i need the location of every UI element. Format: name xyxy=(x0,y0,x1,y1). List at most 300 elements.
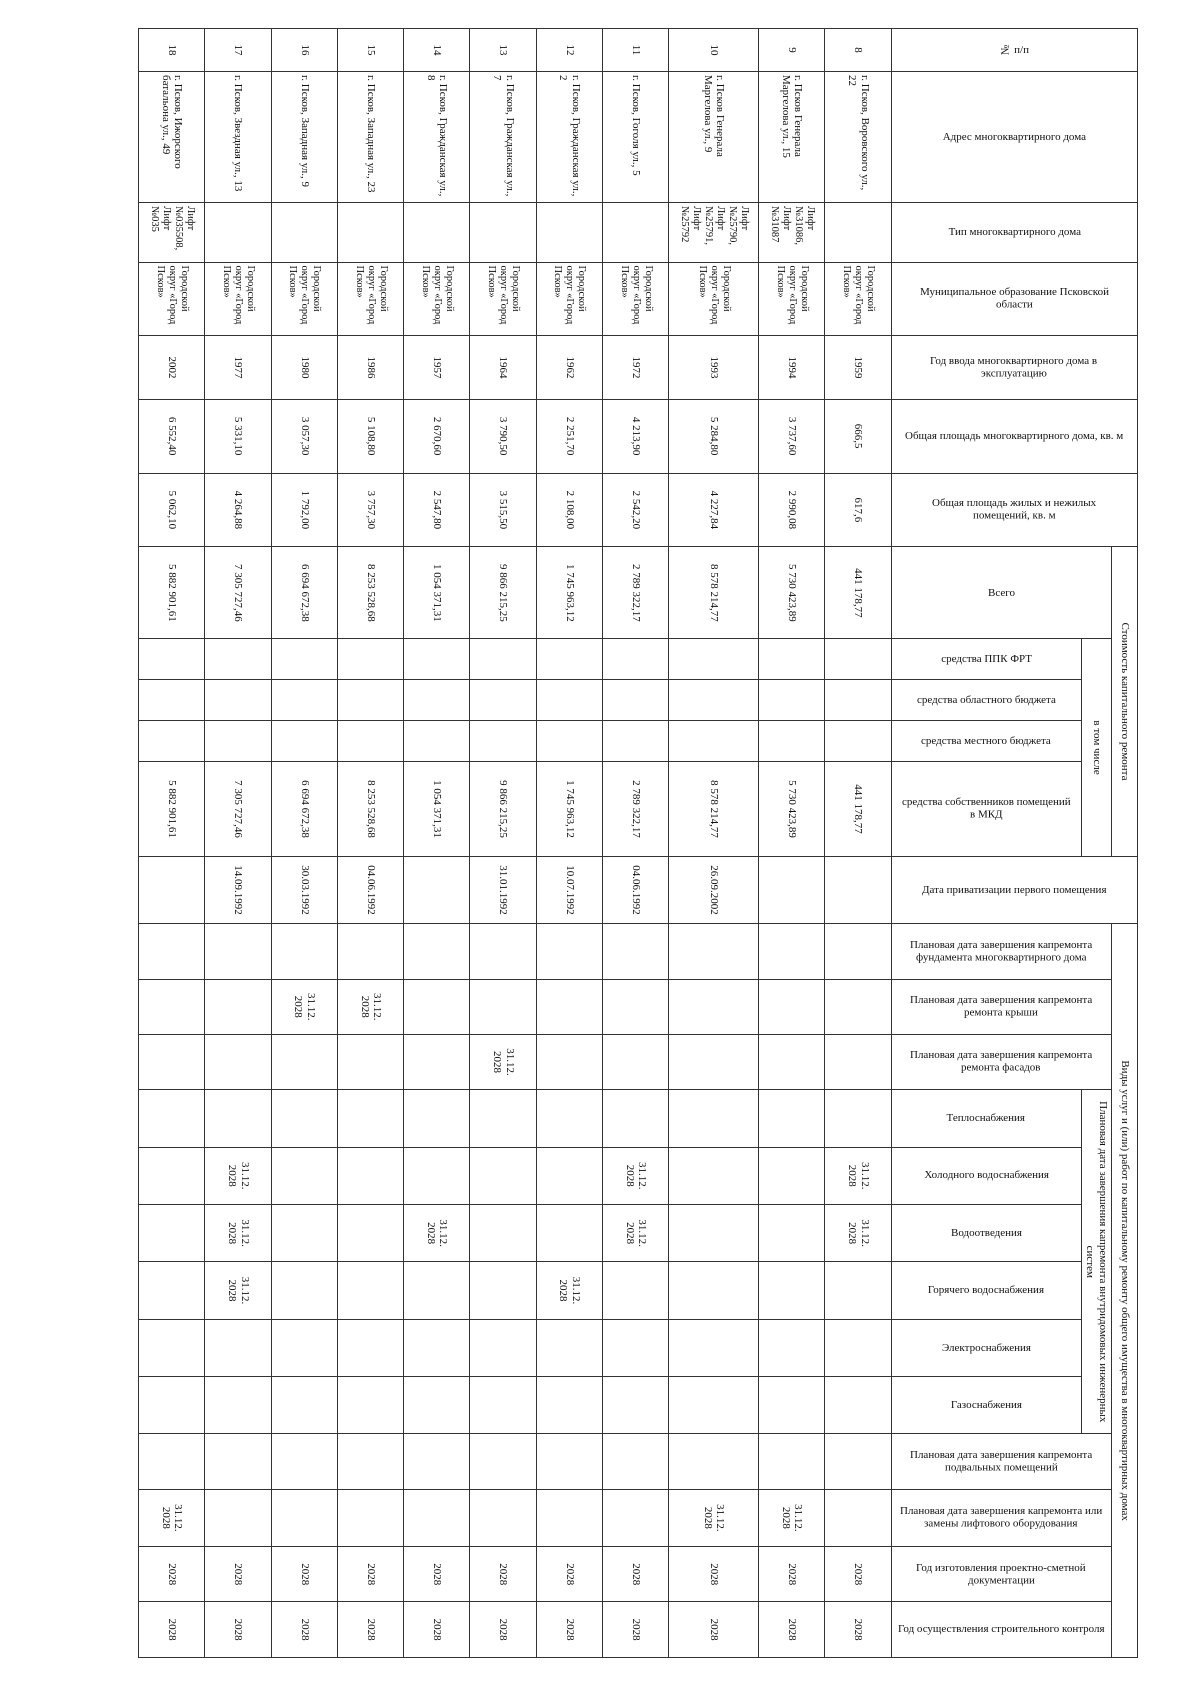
cell-house-type: Лифт №25790, Лифт №25791, Лифт №25792 xyxy=(669,203,759,262)
cell-cold-water: 31.12. 2028 xyxy=(205,1147,271,1204)
cell-cost-regional xyxy=(470,680,536,721)
header-municipality: Муниципальное образование Псковской области xyxy=(891,262,1137,336)
cell-supervision-year: 2028 xyxy=(271,1602,337,1658)
cell-cost-owners: 5 882 901,61 xyxy=(139,762,205,856)
cell-supervision-year: 2028 xyxy=(536,1602,602,1658)
cell-facade xyxy=(139,1034,205,1089)
cell-cold-water xyxy=(271,1147,337,1204)
cell-basement xyxy=(759,1434,825,1489)
cell-supervision-year: 2028 xyxy=(337,1602,403,1658)
cell-cost-regional xyxy=(271,680,337,721)
cell-elevator xyxy=(602,1489,668,1546)
cell-design-year: 2028 xyxy=(470,1547,536,1602)
cell-supervision-year: 2028 xyxy=(825,1602,891,1658)
cell-hot-water: 31.12. 2028 xyxy=(205,1262,271,1319)
cell-sewer xyxy=(337,1204,403,1261)
header-sewer: Водоотведения xyxy=(891,1204,1081,1261)
header-cost-fund: средства ППК ФРТ xyxy=(891,639,1081,680)
cell-total-area: 3 790,50 xyxy=(470,399,536,473)
cell-cost-owners: 8 578 214,77 xyxy=(669,762,759,856)
cell-basement xyxy=(205,1434,271,1489)
cell-total-area: 2 670,60 xyxy=(404,399,470,473)
cell-roof xyxy=(205,979,271,1034)
cell-cost-regional xyxy=(825,680,891,721)
header-electric: Электроснабжения xyxy=(891,1319,1081,1376)
cell-electric xyxy=(602,1319,668,1376)
cell-hot-water xyxy=(669,1262,759,1319)
cell-heat xyxy=(337,1090,403,1147)
cell-cold-water xyxy=(759,1147,825,1204)
cell-num: 8 xyxy=(825,29,891,72)
cell-cost-fund xyxy=(536,639,602,680)
cell-privatization xyxy=(759,856,825,924)
cell-num: 17 xyxy=(205,29,271,72)
cell-gas xyxy=(759,1377,825,1434)
cell-year: 1977 xyxy=(205,336,271,400)
header-basement: Плановая дата завершения капремонта подвальных помещений xyxy=(891,1434,1111,1489)
cell-gas xyxy=(669,1377,759,1434)
cell-foundation xyxy=(205,924,271,979)
cell-premises-area: 4 227,84 xyxy=(669,473,759,547)
table-row xyxy=(139,29,205,1658)
cell-basement xyxy=(536,1434,602,1489)
cell-elevator xyxy=(271,1489,337,1546)
cell-cost-fund xyxy=(205,639,271,680)
cell-elevator xyxy=(205,1489,271,1546)
cell-design-year: 2028 xyxy=(825,1547,891,1602)
cell-premises-area: 5 062,10 xyxy=(139,473,205,547)
header-cost-total: Всего xyxy=(891,547,1111,639)
cell-facade xyxy=(337,1034,403,1089)
rotated-table-container xyxy=(138,28,1138,1658)
cell-cost-local xyxy=(669,721,759,762)
cell-year: 1986 xyxy=(337,336,403,400)
cell-cost-fund xyxy=(337,639,403,680)
cell-facade: 31.12. 2028 xyxy=(470,1034,536,1089)
cell-foundation xyxy=(669,924,759,979)
table-row xyxy=(470,29,536,1658)
cell-supervision-year: 2028 xyxy=(669,1602,759,1658)
cell-total-area: 6 552,40 xyxy=(139,399,205,473)
cell-cost-fund xyxy=(404,639,470,680)
cell-cost-owners: 8 253 528,68 xyxy=(337,762,403,856)
header-supervision-year: Год осуществления строительного контроля xyxy=(891,1602,1111,1658)
cell-premises-area: 3 757,30 xyxy=(337,473,403,547)
cell-cost-local xyxy=(337,721,403,762)
cell-cost-local xyxy=(271,721,337,762)
cell-heat xyxy=(139,1090,205,1147)
header-foundation: Плановая дата завершения капремонта фундамента многоквартирного дома xyxy=(891,924,1111,979)
cell-year: 1972 xyxy=(602,336,668,400)
cell-num: 14 xyxy=(404,29,470,72)
cell-total-area: 2 251,70 xyxy=(536,399,602,473)
header-house-type: Тип многоквартирного дома xyxy=(891,203,1137,262)
cell-num: 15 xyxy=(337,29,403,72)
cell-year: 2002 xyxy=(139,336,205,400)
cell-electric xyxy=(759,1319,825,1376)
cell-privatization: 26.09.2002 xyxy=(669,856,759,924)
cell-sewer xyxy=(470,1204,536,1261)
cell-electric xyxy=(404,1319,470,1376)
cell-municipality: Городской округ «Город Псков» xyxy=(602,262,668,336)
cell-cold-water: 31.12. 2028 xyxy=(825,1147,891,1204)
cell-cost-owners: 2 789 322,17 xyxy=(602,762,668,856)
cell-cost-owners: 9 866 215,25 xyxy=(470,762,536,856)
cell-sewer xyxy=(669,1204,759,1261)
cell-gas xyxy=(404,1377,470,1434)
cell-gas xyxy=(825,1377,891,1434)
cell-electric xyxy=(825,1319,891,1376)
cell-elevator xyxy=(536,1489,602,1546)
table-row xyxy=(337,29,403,1658)
cell-premises-area: 2 108,00 xyxy=(536,473,602,547)
cell-cost-fund xyxy=(759,639,825,680)
cell-gas xyxy=(337,1377,403,1434)
cell-hot-water xyxy=(825,1262,891,1319)
cell-hot-water xyxy=(404,1262,470,1319)
cell-house-type xyxy=(205,203,271,262)
cell-supervision-year: 2028 xyxy=(602,1602,668,1658)
cell-address: г. Псков Генерала Маргелова ул., 15 xyxy=(759,72,825,203)
header-systems-group: Плановая дата завершения капремонта внутридомовых инженерных систем xyxy=(1081,1090,1111,1434)
cell-cost-local xyxy=(139,721,205,762)
header-roof: Плановая дата завершения капремонта ремонта крыши xyxy=(891,979,1111,1034)
cell-cost-fund xyxy=(825,639,891,680)
cell-address: г. Псков, Гражданская ул., 2 xyxy=(536,72,602,203)
cell-cold-water: 31.12. 2028 xyxy=(602,1147,668,1204)
cell-cost-regional xyxy=(205,680,271,721)
cell-cold-water xyxy=(470,1147,536,1204)
cell-privatization xyxy=(404,856,470,924)
cell-address: г. Псков, Гоголя ул., 5 xyxy=(602,72,668,203)
cell-year: 1957 xyxy=(404,336,470,400)
cell-year: 1959 xyxy=(825,336,891,400)
cell-foundation xyxy=(536,924,602,979)
cell-supervision-year: 2028 xyxy=(470,1602,536,1658)
cell-premises-area: 2 547,80 xyxy=(404,473,470,547)
cell-privatization xyxy=(825,856,891,924)
cell-basement xyxy=(337,1434,403,1489)
cell-num: 11 xyxy=(602,29,668,72)
header-privatization: Дата приватизации первого помещения xyxy=(891,856,1137,924)
cell-roof xyxy=(139,979,205,1034)
cell-facade xyxy=(271,1034,337,1089)
cell-facade xyxy=(669,1034,759,1089)
table-row xyxy=(825,29,891,1658)
cell-cost-local xyxy=(825,721,891,762)
cell-municipality: Городской округ «Город Псков» xyxy=(669,262,759,336)
cell-cost-owners: 5 730 423,89 xyxy=(759,762,825,856)
cell-year: 1964 xyxy=(470,336,536,400)
cell-facade xyxy=(205,1034,271,1089)
cell-cost-regional xyxy=(404,680,470,721)
header-address: Адрес многоквартирного дома xyxy=(891,72,1137,203)
cell-municipality: Городской округ «Город Псков» xyxy=(404,262,470,336)
cell-elevator: 31.12. 2028 xyxy=(669,1489,759,1546)
cell-sewer: 31.12. 2028 xyxy=(404,1204,470,1261)
table-row xyxy=(759,29,825,1658)
cell-total-area: 4 213,90 xyxy=(602,399,668,473)
cell-cold-water xyxy=(669,1147,759,1204)
cell-house-type xyxy=(825,203,891,262)
cell-roof xyxy=(536,979,602,1034)
cell-address: г. Псков, Западная ул., 23 xyxy=(337,72,403,203)
cell-supervision-year: 2028 xyxy=(404,1602,470,1658)
cell-num: 9 xyxy=(759,29,825,72)
cell-cost-fund xyxy=(669,639,759,680)
cell-foundation xyxy=(470,924,536,979)
header-works-group: Виды услуг и (или) работ по капитальному ремонту общего имущества в многоквартирных домах xyxy=(1112,924,1138,1658)
cell-facade xyxy=(759,1034,825,1089)
cell-cost-fund xyxy=(271,639,337,680)
cell-municipality: Городской округ «Город Псков» xyxy=(825,262,891,336)
cell-hot-water: 31.12. 2028 xyxy=(536,1262,602,1319)
cell-privatization xyxy=(139,856,205,924)
cell-cost-owners: 7 305 727,46 xyxy=(205,762,271,856)
cell-gas xyxy=(271,1377,337,1434)
cell-address: г. Псков, Западная ул., 9 xyxy=(271,72,337,203)
cell-year: 1962 xyxy=(536,336,602,400)
capital-repair-table xyxy=(138,28,1138,1658)
cell-gas xyxy=(536,1377,602,1434)
cell-heat xyxy=(825,1090,891,1147)
cell-cost-local xyxy=(536,721,602,762)
cell-supervision-year: 2028 xyxy=(759,1602,825,1658)
header-num: № п/п xyxy=(891,29,1137,72)
cell-num: 12 xyxy=(536,29,602,72)
cell-hot-water xyxy=(759,1262,825,1319)
cell-cost-fund xyxy=(602,639,668,680)
cell-foundation xyxy=(404,924,470,979)
table-row xyxy=(669,29,759,1658)
cell-cost-regional xyxy=(337,680,403,721)
cell-cost-local xyxy=(404,721,470,762)
cell-elevator xyxy=(337,1489,403,1546)
cell-num: 18 xyxy=(139,29,205,72)
header-elevator: Плановая дата завершения капремонта или замены лифтового оборудования xyxy=(891,1489,1111,1546)
cell-address: г. Псков, Ижорского батальона ул., 49 xyxy=(139,72,205,203)
table-row xyxy=(404,29,470,1658)
cell-address: г. Псков, Звездная ул., 13 xyxy=(205,72,271,203)
cell-sewer: 31.12. 2028 xyxy=(205,1204,271,1261)
cell-heat xyxy=(759,1090,825,1147)
cell-cost-owners: 6 694 672,38 xyxy=(271,762,337,856)
cell-privatization: 30.03.1992 xyxy=(271,856,337,924)
cell-house-type xyxy=(470,203,536,262)
header-heat: Теплоснабжения xyxy=(891,1090,1081,1147)
cell-municipality: Городской округ «Город Псков» xyxy=(470,262,536,336)
cell-heat xyxy=(271,1090,337,1147)
cell-design-year: 2028 xyxy=(602,1547,668,1602)
cell-municipality: Городской округ «Город Псков» xyxy=(759,262,825,336)
cell-address: г. Псков Генерала Маргелова ул., 9 xyxy=(669,72,759,203)
cell-heat xyxy=(602,1090,668,1147)
cell-design-year: 2028 xyxy=(271,1547,337,1602)
cell-sewer xyxy=(271,1204,337,1261)
cell-municipality: Городской округ «Город Псков» xyxy=(337,262,403,336)
cell-cold-water xyxy=(536,1147,602,1204)
header-facade: Плановая дата завершения капремонта ремонта фасадов xyxy=(891,1034,1111,1089)
header-gas: Газоснабжения xyxy=(891,1377,1081,1434)
cell-cost-total: 6 694 672,38 xyxy=(271,547,337,639)
document-page xyxy=(138,28,1138,1658)
cell-heat xyxy=(669,1090,759,1147)
header-design-year: Год изготовления проектно-сметной документации xyxy=(891,1547,1111,1602)
cell-premises-area: 2 990,08 xyxy=(759,473,825,547)
cell-address: г. Псков, Воровского ул., 22 xyxy=(825,72,891,203)
cell-cost-local xyxy=(602,721,668,762)
cell-address: г. Псков, Гражданская ул., 7 xyxy=(470,72,536,203)
cell-elevator: 31.12. 2028 xyxy=(759,1489,825,1546)
cell-num: 10 xyxy=(669,29,759,72)
table-row xyxy=(536,29,602,1658)
cell-elevator xyxy=(470,1489,536,1546)
cell-premises-area: 617,6 xyxy=(825,473,891,547)
cell-house-type xyxy=(271,203,337,262)
table-row xyxy=(205,29,271,1658)
cell-hot-water xyxy=(337,1262,403,1319)
cell-roof xyxy=(825,979,891,1034)
cell-elevator xyxy=(825,1489,891,1546)
cell-sewer xyxy=(536,1204,602,1261)
cell-design-year: 2028 xyxy=(404,1547,470,1602)
cell-cost-local xyxy=(470,721,536,762)
cell-heat xyxy=(205,1090,271,1147)
cell-sewer xyxy=(759,1204,825,1261)
cell-supervision-year: 2028 xyxy=(205,1602,271,1658)
header-cost-group: Стоимость капитального ремонта xyxy=(1112,547,1138,856)
cell-privatization: 04.06.1992 xyxy=(337,856,403,924)
cell-cost-total: 1 745 963,12 xyxy=(536,547,602,639)
cell-cost-total: 8 253 528,68 xyxy=(337,547,403,639)
cell-cost-local xyxy=(205,721,271,762)
cell-cost-regional xyxy=(669,680,759,721)
cell-municipality: Городской округ «Город Псков» xyxy=(536,262,602,336)
cell-basement xyxy=(271,1434,337,1489)
cell-privatization: 31.01.1992 xyxy=(470,856,536,924)
cell-foundation xyxy=(139,924,205,979)
cell-basement xyxy=(669,1434,759,1489)
cell-roof xyxy=(669,979,759,1034)
cell-electric xyxy=(536,1319,602,1376)
cell-roof: 31.12. 2028 xyxy=(337,979,403,1034)
cell-heat xyxy=(470,1090,536,1147)
cell-heat xyxy=(536,1090,602,1147)
cell-year: 1980 xyxy=(271,336,337,400)
cell-cost-total: 7 305 727,46 xyxy=(205,547,271,639)
cell-heat xyxy=(404,1090,470,1147)
cell-electric xyxy=(669,1319,759,1376)
cell-total-area: 3 737,60 xyxy=(759,399,825,473)
cell-cold-water xyxy=(337,1147,403,1204)
cell-num: 13 xyxy=(470,29,536,72)
cell-gas xyxy=(205,1377,271,1434)
header-total-area: Общая площадь многоквартирного дома, кв. м xyxy=(891,399,1137,473)
cell-design-year: 2028 xyxy=(759,1547,825,1602)
cell-cost-regional xyxy=(139,680,205,721)
cell-num: 16 xyxy=(271,29,337,72)
cell-basement xyxy=(139,1434,205,1489)
cell-foundation xyxy=(759,924,825,979)
cell-address: г. Псков, Гражданская ул., 8 xyxy=(404,72,470,203)
header-hot-water: Горячего водоснабжения xyxy=(891,1262,1081,1319)
cell-cost-local xyxy=(759,721,825,762)
cell-foundation xyxy=(825,924,891,979)
cell-basement xyxy=(602,1434,668,1489)
cell-cost-owners: 441 178,77 xyxy=(825,762,891,856)
cell-cost-regional xyxy=(602,680,668,721)
cell-cold-water xyxy=(139,1147,205,1204)
cell-basement xyxy=(470,1434,536,1489)
cell-house-type xyxy=(404,203,470,262)
cell-cold-water xyxy=(404,1147,470,1204)
cell-total-area: 5 331,10 xyxy=(205,399,271,473)
cell-roof xyxy=(470,979,536,1034)
header-cost-owners: средства собственников помещений в МКД xyxy=(891,762,1081,856)
cell-cost-fund xyxy=(470,639,536,680)
cell-facade xyxy=(404,1034,470,1089)
header-cold-water: Холодного водоснабжения xyxy=(891,1147,1081,1204)
cell-foundation xyxy=(602,924,668,979)
cell-sewer xyxy=(139,1204,205,1261)
cell-facade xyxy=(602,1034,668,1089)
cell-total-area: 3 057,30 xyxy=(271,399,337,473)
cell-cost-owners: 1 745 963,12 xyxy=(536,762,602,856)
cell-roof xyxy=(404,979,470,1034)
cell-municipality: Городской округ «Город Псков» xyxy=(271,262,337,336)
cell-cost-regional xyxy=(536,680,602,721)
cell-foundation xyxy=(271,924,337,979)
cell-hot-water xyxy=(139,1262,205,1319)
cell-basement xyxy=(404,1434,470,1489)
cell-design-year: 2028 xyxy=(536,1547,602,1602)
cell-hot-water xyxy=(602,1262,668,1319)
cell-cost-total: 2 789 322,17 xyxy=(602,547,668,639)
cell-year: 1993 xyxy=(669,336,759,400)
cell-cost-total: 441 178,77 xyxy=(825,547,891,639)
cell-premises-area: 3 515,50 xyxy=(470,473,536,547)
cell-privatization: 14.09.1992 xyxy=(205,856,271,924)
cell-electric xyxy=(470,1319,536,1376)
cell-roof xyxy=(759,979,825,1034)
cell-elevator xyxy=(404,1489,470,1546)
cell-premises-area: 2 542,20 xyxy=(602,473,668,547)
cell-house-type xyxy=(602,203,668,262)
cell-municipality: Городской округ «Город Псков» xyxy=(205,262,271,336)
cell-design-year: 2028 xyxy=(139,1547,205,1602)
cell-municipality: Городской округ «Город Псков» xyxy=(139,262,205,336)
cell-electric xyxy=(139,1319,205,1376)
cell-electric xyxy=(205,1319,271,1376)
cell-year: 1994 xyxy=(759,336,825,400)
cell-supervision-year: 2028 xyxy=(139,1602,205,1658)
cell-gas xyxy=(139,1377,205,1434)
header-cost-including: в том числе xyxy=(1081,639,1111,856)
cell-hot-water xyxy=(470,1262,536,1319)
cell-premises-area: 4 264,88 xyxy=(205,473,271,547)
cell-hot-water xyxy=(271,1262,337,1319)
header-cost-regional: средства областного бюджета xyxy=(891,680,1081,721)
cell-basement xyxy=(825,1434,891,1489)
cell-house-type xyxy=(536,203,602,262)
header-premises-area: Общая площадь жилых и нежилых помещений, кв. м xyxy=(891,473,1137,547)
cell-electric xyxy=(271,1319,337,1376)
cell-privatization: 10.07.1992 xyxy=(536,856,602,924)
cell-premises-area: 1 792,00 xyxy=(271,473,337,547)
cell-sewer: 31.12. 2028 xyxy=(602,1204,668,1261)
cell-design-year: 2028 xyxy=(205,1547,271,1602)
cell-total-area: 5 284,80 xyxy=(669,399,759,473)
